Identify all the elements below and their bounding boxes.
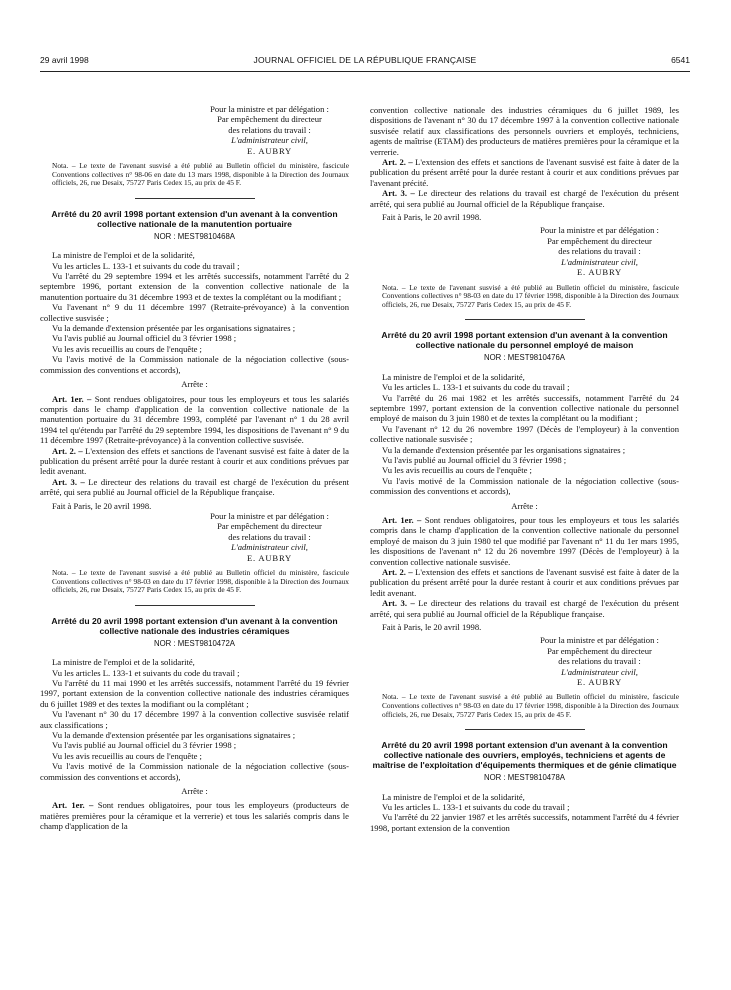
sig-line: L'administrateur civil, bbox=[231, 135, 308, 146]
paragraph: Vu les articles L. 133-1 et suivants du code du travail ; bbox=[382, 802, 570, 813]
paragraph: Vu l'arrêté du 26 mai 1982 et les arrêtés successifs, notamment l'arrêté du 24 septembre 1997, portant extension de la convention collective nationale du personnel employé de maison du 3 juin 1980 et de textes la complétant ou la modifiant ; bbox=[370, 392, 679, 424]
sig-line: des relations du travail : bbox=[228, 531, 311, 542]
left-column bbox=[40, 104, 349, 832]
sig-line: Pour la ministre et par délégation : bbox=[540, 225, 659, 236]
paragraph: Vu les articles L. 133-1 et suivants du code du travail ; bbox=[382, 382, 570, 393]
divider bbox=[465, 729, 585, 730]
article-label: Art. 3. – bbox=[52, 476, 85, 487]
arrete-heading: Arrête : bbox=[181, 786, 208, 797]
divider bbox=[135, 198, 255, 199]
nor-code: NOR : MEST9810472A bbox=[153, 638, 236, 648]
fait-line: Fait à Paris, le 20 avril 1998. bbox=[52, 500, 152, 511]
signature-block bbox=[190, 511, 349, 563]
sig-line: Par empêchement du directeur bbox=[217, 521, 322, 532]
article-text: Le directeur des relations du travail est chargé de l'exécution du présent arrêté, qui sera publié au Journal officiel de la République française. bbox=[370, 598, 679, 619]
article bbox=[40, 394, 349, 446]
paragraph: Vu l'avis motivé de la Commission nationale de la négociation collective (sous-commission des conventions et accords), bbox=[40, 761, 349, 782]
paragraph: Vu l'arrêté du 11 mai 1990 et les arrêtés successifs, notamment l'arrêté du 19 février 1997, portant extension de la convention collective nationale des industries céramiques du 6 juillet 1989 et des textes la modifiant ou la complétant ; bbox=[40, 678, 349, 709]
article-label: Art. 3. – bbox=[382, 188, 415, 199]
header-title: JOURNAL OFFICIEL DE LA RÉPUBLIQUE FRANÇAISE bbox=[253, 55, 477, 65]
signature-block bbox=[520, 635, 679, 687]
article bbox=[370, 567, 679, 598]
paragraph: Vu la demande d'extension présentée par les organisations signataires ; bbox=[52, 323, 296, 334]
paragraph: La ministre de l'emploi et de la solidarité, bbox=[52, 250, 195, 261]
article bbox=[370, 188, 679, 209]
paragraph: Vu l'avis motivé de la Commission nationale de la négociation collective (sous-commission des conventions et accords), bbox=[40, 354, 349, 375]
paragraph: Vu la demande d'extension présentée par les organisations signataires ; bbox=[382, 444, 626, 455]
paragraph: Vu les articles L. 133-1 et suivants du code du travail ; bbox=[52, 667, 240, 678]
paragraph: Vu l'avis motivé de la Commission nationale de la négociation collective (sous-commission des conventions et accords), bbox=[370, 475, 679, 497]
arrete-heading: Arrête : bbox=[511, 500, 538, 511]
paragraph: Vu les avis recueillis au cours de l'enquête ; bbox=[382, 465, 532, 476]
fait-line: Fait à Paris, le 20 avril 1998. bbox=[382, 212, 482, 223]
divider bbox=[465, 319, 585, 320]
article bbox=[370, 515, 679, 567]
paragraph: Vu l'avis publié au Journal officiel du 3 février 1998 ; bbox=[52, 333, 237, 344]
sig-line: L'administrateur civil, bbox=[231, 542, 308, 553]
signature-block bbox=[190, 104, 349, 156]
sig-name: E. AUBRY bbox=[576, 267, 623, 278]
arrete-title: Arrêté du 20 avril 1998 portant extension d'un avenant à la convention collective nationale du personnel employé de maison bbox=[381, 330, 668, 351]
paragraph: Vu l'avis publié au Journal officiel du 3 février 1998 ; bbox=[52, 740, 237, 751]
sig-name: E. AUBRY bbox=[576, 677, 623, 688]
article-text: L'extension des effets et sanctions de l'avenant susvisé est faite à dater de la publication du présent arrêté pour la durée restant à courir et aux conditions prévues par ledit avenant. bbox=[370, 567, 679, 598]
paragraph: Vu les articles L. 133-1 et suivants du code du travail ; bbox=[52, 260, 240, 271]
paragraph: Vu l'avis publié au Journal officiel du 3 février 1998 ; bbox=[382, 454, 567, 465]
sig-line: L'administrateur civil, bbox=[561, 256, 638, 267]
sig-line: Pour la ministre et par délégation : bbox=[540, 635, 659, 646]
article-text: Le directeur des relations du travail est chargé de l'exécution du présent arrêté, qui sera publié au Journal officiel de la République française. bbox=[40, 476, 349, 498]
article-text: Sont rendues obligatoires, pour tous les employeurs et tous les salariés compris dans le champ d'application de la convention collective nationale du personnel employé de maison du 3 juin 1980 tel que modifié par l'avenant n° 11 du 1er mars 1995, les dispositions de l'avenant n° 12 du 26 novembre 1997 (Décès de l'employeur) à la convention collective nationale susvisée. bbox=[370, 514, 679, 567]
article-label: Art. 3. – bbox=[382, 598, 415, 609]
nota: Nota. – Le texte de l'avenant susvisé a été publié au Bulletin officiel du ministère, fascicule Conventions collectives n° 98-03 en date du 17 février 1998, disponible à la Direction des Journaux officiels, 26, rue Desaix, 75727 Paris Cedex 15, au prix de 45 F. bbox=[382, 282, 679, 309]
fait-line: Fait à Paris, le 20 avril 1998. bbox=[382, 622, 482, 633]
divider bbox=[135, 605, 255, 606]
article-text: Le directeur des relations du travail est chargé de l'exécution du présent arrêté, qui sera publié au Journal officiel de la République française. bbox=[370, 188, 679, 209]
paragraph: La ministre de l'emploi et de la solidarité, bbox=[382, 371, 525, 382]
nor-code: NOR : MEST9810476A bbox=[483, 353, 566, 363]
article bbox=[40, 800, 349, 831]
sig-line: L'administrateur civil, bbox=[561, 666, 638, 677]
article-label: Art. 2. – bbox=[382, 157, 413, 168]
arrete-title: Arrêté du 20 avril 1998 portant extension d'un avenant à la convention collective nationale de la manutention portuaire bbox=[51, 208, 338, 229]
nor-code: NOR : MEST9810478A bbox=[483, 773, 566, 783]
sig-line: Pour la ministre et par délégation : bbox=[210, 510, 329, 521]
article-text: L'extension des effets et sanctions de l'avenant susvisé est faite à dater de la publication du présent arrêté pour la durée restant à courir et aux conditions prévues par ledit avenant. bbox=[40, 445, 349, 477]
nota: Nota. – Le texte de l'avenant susvisé a été publié au Bulletin officiel du ministère, fascicule Conventions collectives n° 98-03 en date du 17 février 1998, disponible à la Direction des Journaux officiels, 26, rue Desaix, 75727 Paris Cedex 15, au prix de 45 F. bbox=[52, 568, 349, 595]
article-label: Art. 2. – bbox=[52, 445, 83, 456]
article bbox=[40, 477, 349, 498]
sig-line: Pour la ministre et par délégation : bbox=[210, 104, 329, 114]
article-label: Art. 2. – bbox=[382, 567, 413, 577]
paragraph: Vu l'avenant n° 12 du 26 novembre 1997 (Décès de l'employeur) à la convention collective nationale susvisée ; bbox=[370, 423, 679, 445]
article-label: Art. 1er. – bbox=[52, 800, 94, 811]
sig-line: des relations du travail : bbox=[228, 124, 311, 135]
arrete-title: Arrêté du 20 avril 1998 portant extension d'un avenant à la convention collective nationale des industries céramiques bbox=[51, 615, 338, 636]
paragraph: La ministre de l'emploi et de la solidarité, bbox=[52, 657, 195, 668]
paragraph: Vu l'arrêté du 29 septembre 1994 et les arrêtés successifs, notamment l'arrêté du 2 septembre 1996, portant extension de la convention collective nationale de la manutention portuaire du 31 décembre 1993 et de textes la complétant ou la modifiant ; bbox=[40, 271, 349, 302]
arrete-title: Arrêté du 20 avril 1998 portant extension d'un avenant à la convention collective nationale des ouvriers, employés, techniciens et agents de maîtrise de l'exploitation d'équipements thermiques et de génie climatique bbox=[372, 740, 677, 771]
header-page-number: 6541 bbox=[671, 55, 690, 65]
article-text: Sont rendues obligatoires, pour tous les employeurs et tous les salariés compris dans le champ d'application de la convention collective nationale de la manutention portuaire du 31 décembre 1993, complété par l'avenant n° 1 du 28 avril 1994 tel qu'étendu par l'arrêté du 29 septembre 1994, les dispositions de l'avenant n° 9 du 11 décembre 1997 (Retraite-prévoyance) à la convention collective susvisée. bbox=[40, 393, 349, 446]
nota: Nota. – Le texte de l'avenant susvisé a été publié au Bulletin officiel du ministère, fascicule Conventions collectives n° 98-03 en date du 17 février 1998, disponible à la Direction des Journaux officiels, 26, rue Desaix, 75727 Paris Cedex 15, au prix de 45 F. bbox=[382, 692, 679, 719]
article-text: Sont rendues obligatoires, pour tous les employeurs (producteurs de matières premières pour la céramique et la verrerie) et tous les salariés compris dans le champ d'application de la bbox=[40, 800, 349, 832]
nota: Nota. – Le texte de l'avenant susvisé a été publié au Bulletin officiel du ministère, fascicule Conventions collectives n° 98-06 en date du 13 mars 1998, disponible à la Direction des Journaux officiels, 26, rue Desaix, 75727 Paris Cedex 15, au prix de 45 F. bbox=[52, 161, 349, 188]
article-text: L'extension des effets et sanctions de l'avenant susvisé est faite à dater de la publication du présent arrêté pour la durée restant à courir et aux conditions prévues par l'avenant précité. bbox=[370, 157, 679, 188]
sig-name: E. AUBRY bbox=[246, 552, 293, 563]
sig-name: E. AUBRY bbox=[246, 145, 293, 156]
paragraph: Vu l'avenant n° 30 du 17 décembre 1997 à la convention collective susvisée relatif aux classifications ; bbox=[40, 709, 349, 730]
header-date: 29 avril 1998 bbox=[40, 55, 89, 65]
article-label: Art. 1er. – bbox=[382, 514, 422, 525]
article bbox=[370, 157, 679, 188]
page-header bbox=[40, 55, 690, 67]
sig-line: Par empêchement du directeur bbox=[547, 645, 652, 656]
sig-line: Par empêchement du directeur bbox=[217, 114, 322, 125]
paragraph: La ministre de l'emploi et de la solidarité, bbox=[382, 791, 525, 802]
article bbox=[40, 446, 349, 477]
paragraph: Vu les avis recueillis au cours de l'enquête ; bbox=[52, 750, 202, 761]
article-label: Art. 1er. – bbox=[52, 393, 92, 404]
paragraph: Vu l'avenant n° 9 du 11 décembre 1997 (Retraite-prévoyance) à la convention collective susvisée ; bbox=[40, 302, 349, 323]
right-column bbox=[370, 105, 679, 833]
sig-line: Par empêchement du directeur bbox=[547, 235, 652, 246]
arrete-heading: Arrête : bbox=[181, 379, 208, 390]
sig-line: des relations du travail : bbox=[558, 246, 641, 257]
paragraph: convention collective nationale des industries céramiques du 6 juillet 1989, les dispositions de l'avenant n° 30 du 17 décembre 1997 à la convention collective nationale susvisée relatif aux classifications des personnels ouvriers et employés, techniciens, agents de maîtrise (ETAM) des producteurs de matières premières pour la céramique et la verrerie. bbox=[370, 105, 679, 157]
paragraph: Vu la demande d'extension présentée par les organisations signataires ; bbox=[52, 730, 296, 741]
signature-block bbox=[520, 225, 679, 277]
paragraph: Vu les avis recueillis au cours de l'enquête ; bbox=[52, 343, 202, 354]
nor-code: NOR : MEST9810468A bbox=[153, 231, 236, 241]
article bbox=[370, 598, 679, 619]
paragraph: Vu l'arrêté du 22 janvier 1987 et les arrêtés successifs, notamment l'arrêté du 4 février 1998, portant extension de la convention bbox=[370, 812, 679, 833]
header-rule bbox=[40, 71, 690, 72]
sig-line: des relations du travail : bbox=[558, 656, 641, 667]
